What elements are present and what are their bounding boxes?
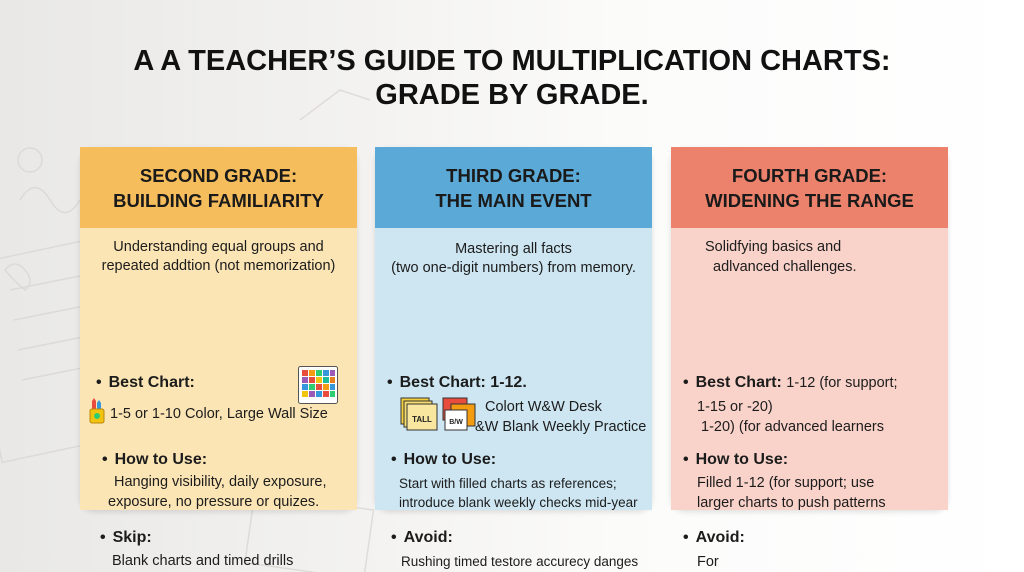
skip-heading [100, 529, 152, 547]
card-heading-theme: WIDENING THE RANGE [705, 189, 914, 211]
second-grade-card [80, 147, 357, 569]
best-chart-label: Best Chart: [108, 374, 195, 391]
avoid-text: For [697, 554, 719, 570]
desk-chart-stack-icon [399, 396, 439, 432]
fourth-grade-header [671, 147, 948, 228]
bullet-dot: • [391, 451, 397, 468]
fourth-grade-card [671, 147, 948, 570]
how-to-use-line-2: exposure, no pressure or quizes. [108, 494, 320, 510]
third-grade-body [375, 228, 652, 569]
bullet-dot: • [387, 374, 393, 391]
second-grade-body [80, 228, 357, 569]
fourth-grade-body [671, 228, 948, 570]
intro-line-1: Understanding equal groups and [113, 239, 324, 255]
page-title-line-1: A A TEACHER’S GUIDE TO MULTIPLICATION CHARTS: [133, 45, 891, 77]
how-to-use-label: How to Use: [403, 451, 497, 468]
card-heading-theme: BUILDING FAMILIARITY [113, 189, 324, 211]
second-grade-header [80, 147, 357, 228]
how-to-use-line-1: Hanging visibility, daily exposure, [114, 474, 327, 490]
bullet-dot: • [683, 374, 689, 391]
best-chart-line-1: Colort W&W Desk [485, 399, 602, 415]
best-chart-inline: 1-12 (for support; [786, 375, 898, 391]
how-to-use-line-1: Start with filled charts as references; [399, 476, 617, 491]
how-to-use-heading [391, 451, 496, 469]
best-chart-label: Best Chart: [695, 374, 782, 391]
intro-line-2: (two one-digit numbers) from memory. [391, 260, 636, 276]
best-chart-line-3: 1-20) (for advanced learners [701, 419, 884, 435]
intro-line-2: repeated addtion (not memorization) [101, 258, 336, 274]
avoid-heading [683, 529, 745, 547]
card-heading-grade: SECOND GRADE: [139, 164, 298, 186]
avoid-heading [391, 529, 453, 547]
bullet-dot: • [102, 451, 108, 468]
card-heading-grade: THIRD GRADE: [446, 164, 581, 186]
best-chart-text: 1-5 or 1-10 Color, Large Wall Size [110, 406, 328, 422]
intro-line-1: Mastering all facts [455, 241, 572, 257]
best-chart-line-2: &W Blank Weekly Practice [475, 419, 647, 435]
avoid-label: Avoid: [403, 529, 453, 546]
color-bw-chart-icon [441, 396, 477, 432]
how-to-use-line-1: Filled 1-12 (for support; use [697, 475, 875, 491]
best-chart-heading [387, 374, 527, 392]
skip-label: Skip: [112, 529, 152, 546]
avoid-text: Rushing timed testore accurecy danges [401, 554, 639, 569]
how-to-use-line-2: larger charts to push patterns [697, 495, 886, 511]
card-intro [375, 240, 652, 278]
best-chart-heading [683, 374, 898, 392]
third-grade-card [375, 147, 652, 569]
skip-text: Blank charts and timed drills [112, 553, 294, 569]
desk-chart-label: TALL [412, 415, 432, 424]
how-to-use-label: How to Use: [114, 451, 208, 468]
intro-line-2: adlvanced challenges. [713, 259, 857, 275]
card-intro [80, 238, 357, 276]
third-grade-header [375, 147, 652, 228]
best-chart-line-2: 1-15 or -20) [697, 399, 773, 415]
page-title-line-2: GRADE BY GRADE. [375, 79, 649, 111]
card-heading-theme: THE MAIN EVENT [435, 189, 592, 211]
intro-line-1: Solidfying basics and [705, 239, 842, 255]
how-to-use-label: How to Use: [695, 451, 789, 468]
avoid-label: Avoid: [695, 529, 745, 546]
best-chart-heading [96, 374, 195, 392]
bullet-dot: • [96, 374, 102, 391]
best-chart-label: Best Chart: 1-12. [399, 374, 527, 391]
bullet-dot: • [683, 451, 689, 468]
bullet-dot: • [100, 529, 106, 546]
page-title [0, 44, 1024, 112]
how-to-use-line-2: introduce blank weekly checks mid-year [399, 495, 638, 510]
bullet-dot: • [391, 529, 397, 546]
bw-chart-label: B/W [449, 419, 463, 426]
card-heading-grade: FOURTH GRADE: [731, 164, 888, 186]
bullet-dot: • [683, 529, 689, 546]
crayon-cup-icon [88, 398, 106, 424]
color-grid-chart-icon [298, 366, 338, 404]
how-to-use-heading [683, 451, 788, 469]
how-to-use-heading [102, 451, 207, 469]
